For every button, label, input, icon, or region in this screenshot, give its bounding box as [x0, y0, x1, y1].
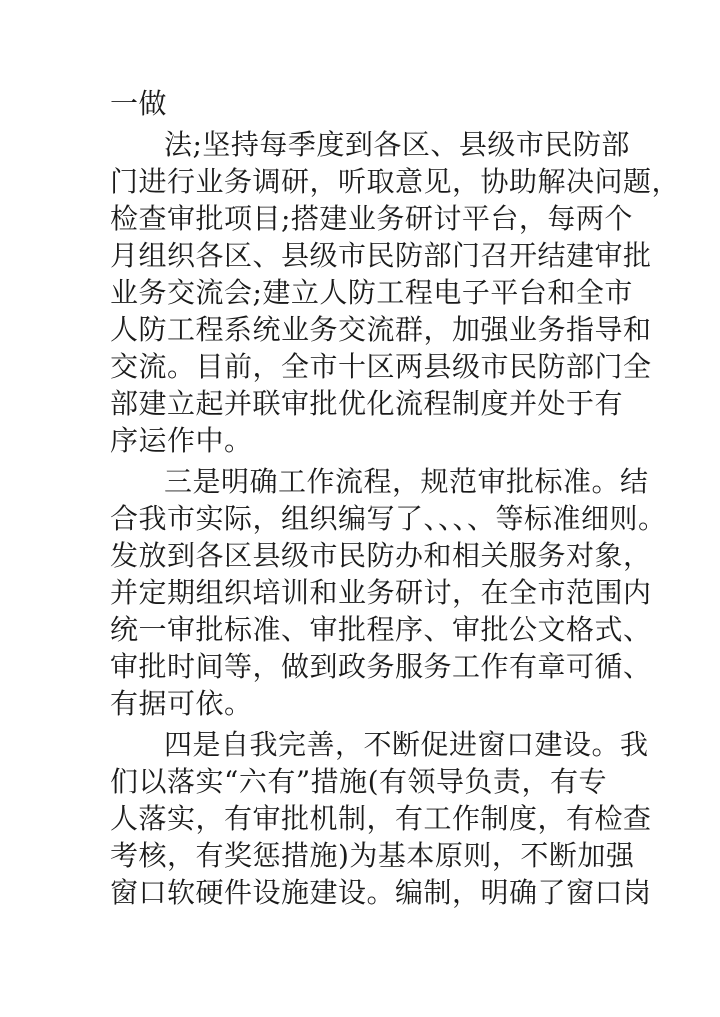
text-line: 考核，有奖惩措施)为基本原则，不断加强: [110, 839, 635, 872]
text-line: 一做: [110, 87, 168, 120]
text-line: 部建立起并联审批优化流程制度并处于有: [110, 387, 624, 420]
text-line: 法;坚持每季度到各区、县级市民防部: [164, 128, 630, 161]
text-line: 交流。目前，全市十区两县级市民防部门全: [110, 350, 652, 383]
text-line: 人落实，有审批机制，有工作制度，有检查: [110, 802, 652, 835]
text-line: 门进行业务调研，听取意见，协助解决问题，: [110, 165, 681, 198]
text-line: 窗口软硬件设施建设。编制，明确了窗口岗: [110, 876, 652, 909]
text-line: 业务交流会;建立人防工程电子平台和全市: [110, 276, 633, 309]
text-line: 序运作中。: [110, 424, 253, 457]
text-line: 统一审批标准、审批程序、审批公文格式、: [110, 613, 652, 646]
text-line: 有据可依。: [110, 687, 253, 720]
text-line: 们以落实“六有”措施(有领导负责，有专: [110, 765, 608, 798]
text-line: 人防工程系统业务交流群，加强业务指导和: [110, 313, 652, 346]
text-line: 四是自我完善，不断促进窗口建设。我: [164, 728, 649, 761]
text-line: 检查审批项目;搭建业务研讨平台，每两个: [110, 202, 633, 235]
text-line: 发放到各区县级市民防办和相关服务对象，: [110, 539, 652, 572]
text-line: 合我市实际，组织编写了、、、、等标准细则。: [110, 502, 667, 535]
text-line: 并定期组织培训和业务研讨，在全市范围内: [110, 576, 652, 609]
text-line: 审批时间等，做到政务服务工作有章可循、: [110, 650, 652, 683]
text-line: 三是明确工作流程，规范审批标准。结: [164, 465, 649, 498]
text-line: 月组织各区、县级市民防部门召开结建审批: [110, 239, 652, 272]
